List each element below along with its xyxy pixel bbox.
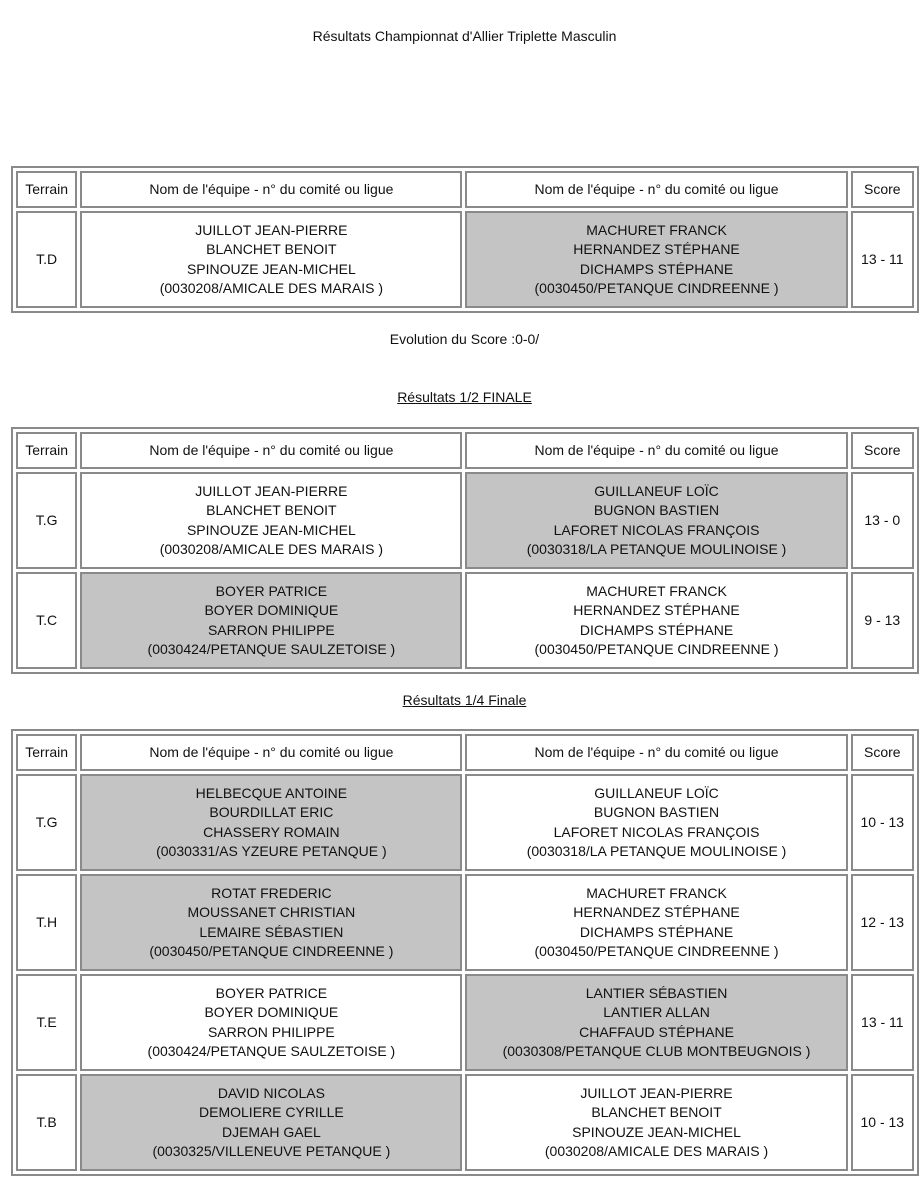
player-name: BLANCHET BENOIT	[206, 241, 337, 257]
player-name: SPINOUZE JEAN-MICHEL	[572, 1123, 741, 1140]
club-name: (0030450/PETANQUE CINDREENNE )	[149, 943, 394, 959]
player-name: MACHURET FRANCK	[586, 221, 727, 238]
player-name: HERNANDEZ STÉPHANE	[573, 904, 740, 920]
club-name: (0030331/AS YZEURE PETANQUE )	[156, 843, 387, 859]
club-name: (0030208/AMICALE DES MARAIS )	[544, 1143, 769, 1159]
team2-cell	[465, 1074, 847, 1171]
quarter-final-results-table	[11, 729, 919, 1176]
club-name: (0030424/PETANQUE SAULZETOISE )	[147, 641, 396, 657]
table-header-row	[16, 734, 914, 771]
score-cell: 10 - 13	[851, 774, 914, 871]
team1-cell	[80, 211, 462, 308]
player-name: LANTIER SÉBASTIEN	[585, 984, 728, 1001]
final-results-table	[11, 166, 919, 313]
header-terrain: Terrain	[16, 171, 77, 208]
player-name: SARRON PHILIPPE	[207, 621, 335, 638]
team1-cell	[80, 974, 462, 1071]
header-team1: Nom de l'équipe - n° du comité ou ligue	[80, 432, 462, 469]
terrain-cell: T.H	[16, 874, 77, 971]
club-name: (0030318/LA PETANQUE MOULINOISE )	[526, 541, 787, 557]
terrain-cell: T.C	[16, 572, 77, 669]
player-name: CHAFFAUD STÉPHANE	[579, 1023, 734, 1040]
club-name: (0030450/PETANQUE CINDREENNE )	[534, 641, 779, 657]
page-title: Résultats Championnat d'Allier Triplette Masculin	[312, 28, 617, 44]
header-team2: Nom de l'équipe - n° du comité ou ligue	[465, 432, 847, 469]
player-name: JUILLOT JEAN-PIERRE	[195, 221, 348, 238]
team2-cell	[465, 974, 847, 1071]
player-name: DICHAMPS STÉPHANE	[579, 621, 734, 638]
club-name: (0030208/AMICALE DES MARAIS )	[159, 541, 384, 557]
terrain-cell: T.E	[16, 974, 77, 1071]
header-terrain: Terrain	[16, 432, 77, 469]
semi-final-results-table	[11, 427, 919, 674]
player-name: HERNANDEZ STÉPHANE	[573, 602, 740, 618]
player-name: LEMAIRE SÉBASTIEN	[199, 923, 344, 940]
player-name: BOYER DOMINIQUE	[204, 602, 339, 618]
team1-cell	[80, 1074, 462, 1171]
player-name: BOYER PATRICE	[215, 582, 328, 599]
player-name: BOYER DOMINIQUE	[204, 1004, 339, 1020]
player-name: HERNANDEZ STÉPHANE	[573, 241, 740, 257]
score-cell: 10 - 13	[851, 1074, 914, 1171]
player-name: HELBECQUE ANTOINE	[195, 784, 348, 801]
player-name: DICHAMPS STÉPHANE	[579, 923, 734, 940]
player-name: SARRON PHILIPPE	[207, 1023, 335, 1040]
match-row	[16, 774, 914, 871]
club-name: (0030308/PETANQUE CLUB MONTBEUGNOIS )	[502, 1043, 811, 1059]
player-name: DAVID NICOLAS	[217, 1084, 325, 1101]
team1-cell	[80, 572, 462, 669]
team2-cell	[465, 472, 847, 569]
header-terrain: Terrain	[16, 734, 77, 771]
semi-final-title: Résultats 1/2 FINALE	[397, 389, 532, 405]
terrain-cell: T.G	[16, 774, 77, 871]
player-name: SPINOUZE JEAN-MICHEL	[186, 260, 356, 277]
match-row	[16, 211, 914, 308]
match-row	[16, 1074, 914, 1171]
player-name: LAFORET NICOLAS FRANÇOIS	[553, 823, 760, 840]
header-team1: Nom de l'équipe - n° du comité ou ligue	[80, 171, 462, 208]
player-name: GUILLANEUF LOÏC	[594, 482, 719, 499]
club-name: (0030325/VILLENEUVE PETANQUE )	[152, 1143, 391, 1159]
score-cell: 12 - 13	[851, 874, 914, 971]
player-name: JUILLOT JEAN-PIERRE	[195, 482, 348, 499]
player-name: BLANCHET BENOIT	[591, 1104, 722, 1120]
header-score: Score	[851, 432, 914, 469]
player-name: MOUSSANET CHRISTIAN	[187, 904, 356, 920]
player-name: LAFORET NICOLAS FRANÇOIS	[553, 521, 760, 538]
match-row	[16, 874, 914, 971]
match-row	[16, 572, 914, 669]
club-name: (0030450/PETANQUE CINDREENNE )	[534, 280, 779, 296]
player-name: CHASSERY ROMAIN	[203, 823, 340, 840]
player-name: DICHAMPS STÉPHANE	[579, 260, 734, 277]
team1-cell	[80, 472, 462, 569]
club-name: (0030208/AMICALE DES MARAIS )	[159, 280, 384, 296]
team2-cell	[465, 211, 847, 308]
header-team2: Nom de l'équipe - n° du comité ou ligue	[465, 171, 847, 208]
team1-cell	[80, 774, 462, 871]
terrain-cell: T.G	[16, 472, 77, 569]
quarter-final-title: Résultats 1/4 Finale	[402, 692, 527, 708]
player-name: DJEMAH GAEL	[221, 1123, 321, 1140]
player-name: DEMOLIERE CYRILLE	[199, 1104, 344, 1120]
score-cell: 13 - 11	[851, 974, 914, 1071]
match-row	[16, 974, 914, 1071]
player-name: SPINOUZE JEAN-MICHEL	[186, 521, 356, 538]
team2-cell	[465, 774, 847, 871]
player-name: GUILLANEUF LOÏC	[594, 784, 719, 801]
player-name: BOURDILLAT ERIC	[209, 804, 334, 820]
score-evolution: Evolution du Score :0-0/	[389, 331, 540, 347]
header-team1: Nom de l'équipe - n° du comité ou ligue	[80, 734, 462, 771]
team1-cell	[80, 874, 462, 971]
club-name: (0030424/PETANQUE SAULZETOISE )	[147, 1043, 396, 1059]
player-name: BLANCHET BENOIT	[206, 502, 337, 518]
score-cell: 13 - 0	[851, 472, 914, 569]
header-score: Score	[851, 734, 914, 771]
terrain-cell: T.B	[16, 1074, 77, 1171]
player-name: MACHURET FRANCK	[586, 582, 727, 599]
player-name: LANTIER ALLAN	[603, 1004, 710, 1020]
player-name: BUGNON BASTIEN	[593, 502, 720, 518]
player-name: BUGNON BASTIEN	[593, 804, 720, 820]
score-cell: 13 - 11	[851, 211, 914, 308]
score-cell: 9 - 13	[851, 572, 914, 669]
club-name: (0030450/PETANQUE CINDREENNE )	[534, 943, 779, 959]
player-name: BOYER PATRICE	[215, 984, 328, 1001]
player-name: JUILLOT JEAN-PIERRE	[580, 1084, 733, 1101]
club-name: (0030318/LA PETANQUE MOULINOISE )	[526, 843, 787, 859]
match-row	[16, 472, 914, 569]
team2-cell	[465, 572, 847, 669]
header-score: Score	[851, 171, 914, 208]
terrain-cell: T.D	[16, 211, 77, 308]
player-name: ROTAT FREDERIC	[211, 884, 332, 901]
team2-cell	[465, 874, 847, 971]
player-name: MACHURET FRANCK	[586, 884, 727, 901]
table-header-row	[16, 171, 914, 208]
table-header-row	[16, 432, 914, 469]
header-team2: Nom de l'équipe - n° du comité ou ligue	[465, 734, 847, 771]
